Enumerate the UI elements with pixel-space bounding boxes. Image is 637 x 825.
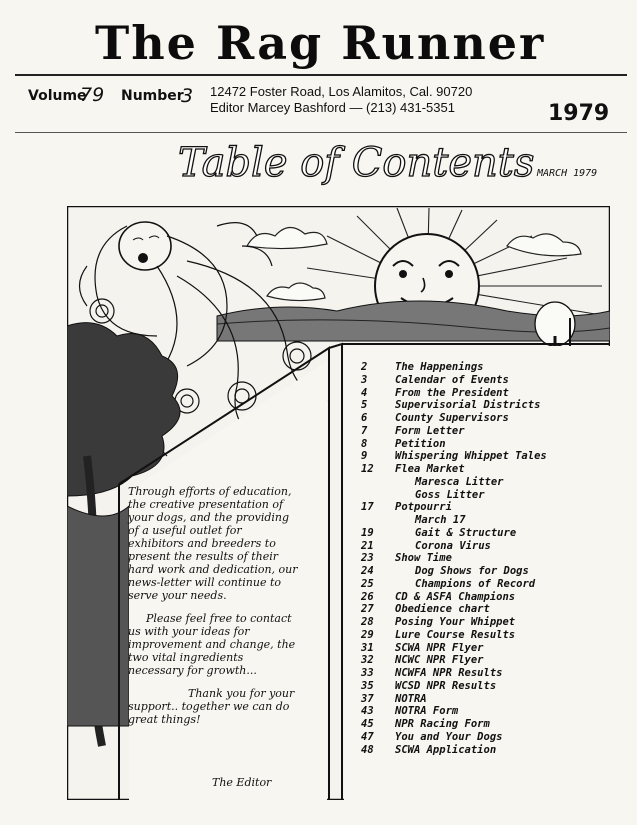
masthead-rule-top: [15, 74, 627, 76]
toc-entry: [361, 527, 601, 540]
toc-entry-title: SCWA Application: [395, 743, 497, 756]
toc-entry-title: Flea Market: [395, 463, 465, 475]
wind-face: [119, 222, 171, 270]
toc-page-number: 26: [361, 590, 374, 603]
toc-page-number: 8: [361, 437, 368, 450]
toc-entry-title: Supervisorial Districts: [395, 399, 541, 412]
toc-entry: [361, 578, 601, 591]
masthead-rule-bottom: [15, 132, 627, 133]
toc-entry-title: Champions of Record: [415, 577, 536, 590]
toc-page-number: 9: [361, 450, 368, 463]
toc-entry-title: Posing Your Whippet: [395, 616, 516, 628]
toc-page-number: 37: [361, 692, 374, 705]
toc-entry-title: Calendar of Events: [395, 373, 509, 386]
toc-entry: [361, 387, 601, 400]
editor-line: Editor Marcey Bashford — (213) 431-5351: [210, 100, 455, 115]
toc-page-number: 7: [361, 424, 368, 437]
toc-entry-title: Gait & Structure: [415, 526, 517, 539]
toc-page-number: 48: [361, 743, 374, 756]
toc-page-number: 43: [361, 705, 374, 718]
issue-date: MARCH 1979: [537, 168, 598, 179]
toc-entry-title: Whispering Whippet Tales: [395, 450, 547, 463]
toc-entry: [361, 399, 601, 412]
toc-entry-title: SCWA NPR Flyer: [395, 641, 484, 654]
editor-signature: The Editor: [212, 776, 272, 789]
toc-page-number: 24: [361, 565, 374, 577]
toc-page-number: 21: [361, 539, 374, 552]
toc-entry: [361, 374, 601, 387]
toc-entry: [361, 629, 601, 642]
toc-page-number: 19: [361, 526, 374, 539]
toc-entry: [361, 744, 601, 757]
toc-entry-title: You and Your Dogs: [395, 730, 503, 743]
toc-entry: [361, 540, 601, 553]
toc-page-number: 32: [361, 654, 374, 667]
toc-page-number: 29: [361, 628, 374, 641]
toc-entry: [361, 731, 601, 744]
toc-page-number: 28: [361, 616, 374, 628]
toc-entry: [361, 476, 601, 489]
toc-entry: [361, 438, 601, 451]
number-label: Number: [121, 88, 184, 104]
toc-entry-title: The Happenings: [395, 361, 484, 373]
toc-entry-title: Form Letter: [395, 424, 465, 437]
toc-entry-title: Show Time: [395, 552, 452, 565]
toc-page-number: 31: [361, 641, 374, 654]
toc-entry: [361, 654, 601, 667]
toc-entry: [361, 616, 601, 629]
toc-entry: [361, 565, 601, 578]
toc-entry-title: Goss Litter: [415, 488, 485, 501]
toc-page-number: 33: [361, 667, 374, 679]
masthead-year: 1979: [548, 101, 610, 126]
editor-paragraph: Please feel free to contact us with your ideas for improvement and change, the two vital ingredients necessary for growth...: [128, 612, 296, 677]
toc-entry-title: Corona Virus: [415, 539, 491, 552]
toc-page-number: 3: [361, 373, 368, 386]
toc-entry-title: From the President: [395, 386, 509, 399]
editor-paragraph: Through efforts of education, the creative presentation of your dogs, and the providing of a useful outlet for exhibitors and breeders to present the results of their hard work and dedication, our news-letter will continue to serve your needs.: [128, 485, 298, 602]
toc-entry-title: Dog Shows for Dogs: [415, 565, 529, 577]
toc-entry: [361, 680, 601, 693]
toc-entry-title: Maresca Litter: [415, 475, 504, 488]
toc-page-number: [361, 514, 395, 527]
toc-entry: [361, 591, 601, 604]
toc-entry-title: Potpourri: [395, 501, 452, 514]
toc-entry: [361, 552, 601, 565]
toc-page-number: 5: [361, 399, 368, 412]
toc-entry: [361, 642, 601, 655]
toc-page-number: 27: [361, 603, 374, 616]
toc-entry: [361, 693, 601, 706]
toc-page-number: 2: [361, 361, 368, 373]
toc-page-number: 47: [361, 730, 374, 743]
toc-page-number: 12: [361, 463, 374, 475]
editor-paragraph: Thank you for your support.. together we can do great things!: [128, 687, 295, 726]
toc-entry: [361, 450, 601, 463]
toc-list: [361, 361, 601, 756]
toc-page-number: [361, 489, 395, 502]
toc-entry: [361, 489, 601, 502]
toc-entry: [361, 361, 601, 374]
toc-entry-title: County Supervisors: [395, 412, 509, 424]
toc-entry-title: NOTRA: [395, 692, 427, 705]
toc-entry-title: NCWC NPR Flyer: [395, 654, 484, 667]
toc-entry: [361, 501, 601, 514]
toc-entry: [361, 603, 601, 616]
address-line: 12472 Foster Road, Los Alamitos, Cal. 90720: [210, 84, 473, 99]
toc-entry-title: NPR Racing Form: [395, 718, 490, 730]
toc-page-number: 17: [361, 501, 374, 514]
toc-entry-title: Petition: [395, 437, 446, 450]
masthead-title: The Rag Runner: [95, 16, 546, 70]
toc-entry-title: Obedience chart: [395, 603, 490, 616]
toc-page-number: [361, 476, 395, 489]
toc-entry: [361, 412, 601, 425]
toc-entry-title: WCSD NPR Results: [395, 679, 497, 692]
toc-page-number: 6: [361, 412, 368, 424]
toc-entry-title: CD & ASFA Champions: [395, 590, 516, 603]
toc-entry-title: NCWFA NPR Results: [395, 667, 503, 679]
toc-entry: [361, 667, 601, 680]
toc-entry-title: NOTRA Form: [395, 705, 459, 718]
toc-entry: [361, 718, 601, 731]
issue-number: 3: [181, 85, 194, 107]
toc-page-number: 23: [361, 552, 374, 565]
toc-page-number: 35: [361, 679, 374, 692]
toc-page-number: 25: [361, 577, 374, 590]
toc-entry-title: March 17: [415, 514, 466, 526]
editor-note: [128, 485, 300, 736]
toc-entry: [361, 705, 601, 718]
toc-page-number: 4: [361, 386, 368, 399]
toc-entry: [361, 425, 601, 438]
toc-entry: [361, 463, 601, 476]
volume-label: Volume: [28, 88, 87, 104]
toc-entry: [361, 514, 601, 527]
toc-page-number: 45: [361, 718, 374, 730]
toc-heading: Table of Contents: [178, 140, 535, 186]
masthead-address: [210, 84, 510, 116]
volume-number: 79: [80, 84, 105, 106]
toc-entry-title: Lure Course Results: [395, 628, 516, 641]
